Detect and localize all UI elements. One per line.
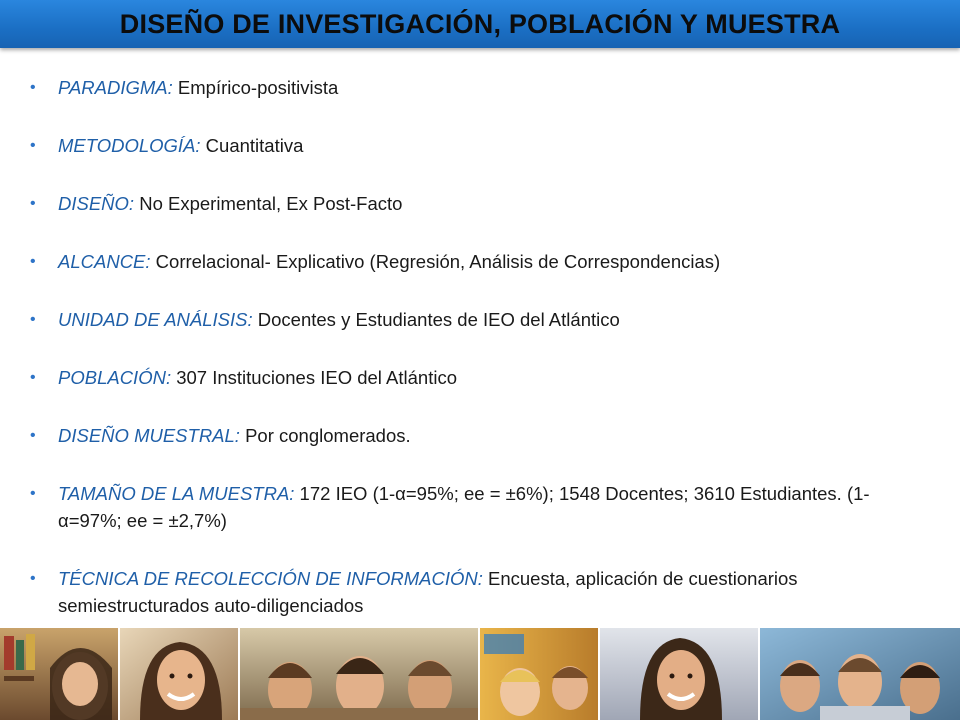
bullet-icon: • bbox=[30, 485, 36, 502]
photo-strip bbox=[0, 628, 960, 720]
bullet-text: Correlacional- Explicativo (Regresión, Análisis de Correspondencias) bbox=[150, 251, 721, 272]
bullet-key: ALCANCE: bbox=[58, 251, 151, 272]
bullet-icon: • bbox=[30, 369, 36, 386]
bullet-text: No Experimental, Ex Post-Facto bbox=[134, 193, 403, 214]
classroom-photo bbox=[480, 628, 598, 720]
bullet-icon: • bbox=[30, 570, 36, 587]
smiling-girl-photo bbox=[120, 628, 238, 720]
bullet-item-diseno bbox=[30, 190, 930, 217]
bullet-text: Cuantitativa bbox=[200, 135, 304, 156]
bullet-item-tamano-de-la-muestra bbox=[30, 480, 930, 534]
bullet-icon: • bbox=[30, 427, 36, 444]
bullet-item-metodologia bbox=[30, 132, 930, 159]
bullet-item-unidad-de-analisis bbox=[30, 306, 930, 333]
bullet-key: DISEÑO MUESTRAL: bbox=[58, 425, 240, 446]
title-bar bbox=[0, 0, 960, 48]
bullet-list bbox=[30, 74, 930, 650]
bullet-key: DISEÑO: bbox=[58, 193, 135, 214]
bullet-key: UNIDAD DE ANÁLISIS: bbox=[58, 309, 253, 330]
bullet-item-alcance bbox=[30, 248, 930, 275]
bullet-text: 172 IEO (1-α=95%; ee = ±6%); 1548 Docentes; 3610 Estudiantes. (1-α=97%; ee = ±2,7%) bbox=[58, 483, 870, 531]
bullet-icon: • bbox=[30, 137, 36, 154]
students-photo bbox=[0, 628, 118, 720]
bullet-text: Encuesta, aplicación de cuestionarios semiestructurados auto-diligenciados bbox=[58, 568, 798, 616]
bullet-text: Docentes y Estudiantes de IEO del Atlántico bbox=[252, 309, 620, 330]
bullet-icon: • bbox=[30, 311, 36, 328]
slide-title: DISEÑO DE INVESTIGACIÓN, POBLACIÓN Y MUESTRA bbox=[119, 8, 841, 39]
bullet-text: 307 Instituciones IEO del Atlántico bbox=[171, 367, 457, 388]
bullet-key: METODOLOGÍA: bbox=[58, 135, 201, 156]
bullet-key: POBLACIÓN: bbox=[58, 367, 172, 388]
smiling-girl-2-photo bbox=[600, 628, 758, 720]
bullet-item-tecnica-de-recoleccion bbox=[30, 565, 930, 619]
bullet-text: Empírico-positivista bbox=[172, 77, 339, 98]
bullet-key: TAMAÑO DE LA MUESTRA: bbox=[58, 483, 295, 504]
bullet-item-paradigma bbox=[30, 74, 930, 101]
photo-strip-image bbox=[0, 628, 960, 720]
bullet-icon: • bbox=[30, 195, 36, 212]
bullet-text: Por conglomerados. bbox=[239, 425, 411, 446]
bullet-icon: • bbox=[30, 253, 36, 270]
group-of-students-photo bbox=[240, 628, 478, 720]
bullet-item-poblacion bbox=[30, 364, 930, 391]
bullet-key: TÉCNICA DE RECOLECCIÓN DE INFORMACIÓN: bbox=[58, 568, 483, 589]
students-at-laptop-photo bbox=[760, 628, 960, 720]
bullet-key: PARADIGMA: bbox=[58, 77, 173, 98]
bullet-icon: • bbox=[30, 79, 36, 96]
bullet-item-diseno-muestral bbox=[30, 422, 930, 449]
